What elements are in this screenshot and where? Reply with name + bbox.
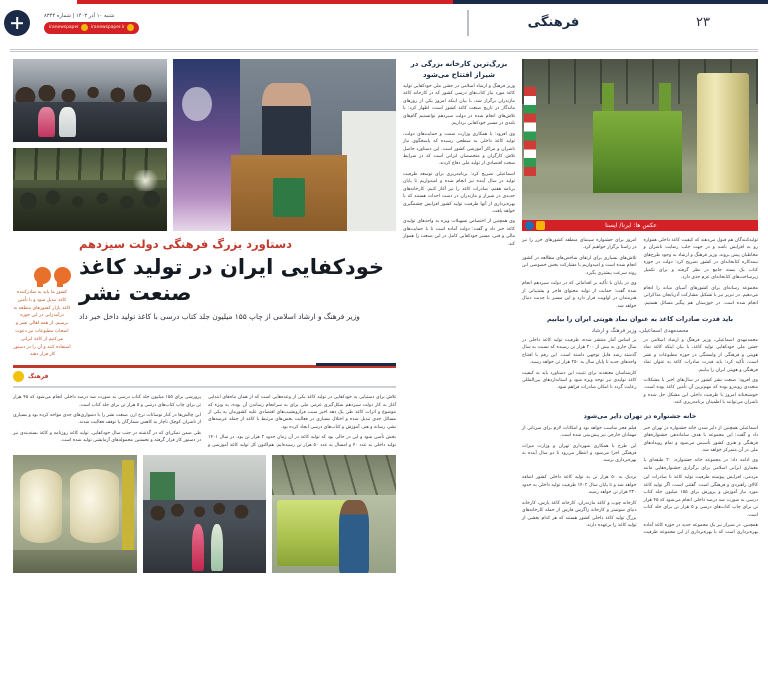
paper-mill-interior-photo	[522, 59, 758, 231]
paragraph: همچنین، در شیراز نیز یک مجموعه جدید در حوزه کاغذ آماده بهره‌برداری است که با بهره‌برداری از این مجموعه ظرفیت نزدیک به ۵۰ هزار تن به تولید کاغذ داخلی کشور اضافه خواهد شد و تا پایان سال ۱۴۰۲ ظرفیت تولید داخلی به حدود ۲۳۰ هزار تن خواهد رسید.	[522, 475, 758, 536]
paragraph: اسماعیلی همچنین از دایر شدن خانه جشنواره در تهران خبر داد و گفت: این مجموعه با هدف ساماندهی جشنواره‌های فرهنگی و هنری کشور تأسیس می‌شود و تمام رویدادهای ملی در آن متمرکز خواهد شد.	[643, 425, 758, 454]
photo-credit-caption: عکس ها: ایرنا/ ایسنا	[522, 220, 758, 231]
child-green-outfit	[211, 524, 223, 571]
headline-underline-rule	[13, 365, 396, 368]
section-tag-row	[13, 368, 396, 382]
center-column-kicker: بزرگ‌ترین کارخانه بزرگی در شیراز افتتاح می‌شود	[410, 60, 508, 79]
child-pink-dress	[38, 107, 55, 137]
paragraph: کارشناسان معتقدند برای تثبیت این دستاورد باید به کیفیت کاغذ تولیدی نیز توجه ویژه شود و استانداردهای بین‌المللی رعایت گردد تا امکان صادرات فراهم شود.	[522, 370, 637, 391]
caption-icon-group	[525, 221, 545, 230]
paragraph: این چالش‌ها در کنار نوسانات نرخ ارز، صنعت نشر را با دشواری‌های جدی مواجه کرده بود و بسیاری از ناشران کوچک ناچار به کاهش شمارگان یا توقف فعالیت شدند.	[13, 413, 201, 426]
quote-mark-dot-1	[54, 267, 71, 284]
issue-date-line	[44, 13, 114, 19]
page-number: ۲۳	[696, 15, 710, 30]
issue-date-text: شنبه ۱۰ آذر ۱۴۰۳ | شماره ۸۳۴۴	[44, 12, 115, 19]
iran-flag-banner	[524, 87, 536, 176]
header-top-rule	[0, 0, 768, 4]
agency-icon	[525, 221, 534, 230]
social-item-instagram[interactable]	[91, 24, 134, 31]
paragraph: وی ادامه داد: در مجموعه خانه جشنواره، ۲۰ طبقه‌ای با معماری ایرانی اسلامی برای برگزاری جشنواره‌هایی مانند فیلم فجر مناسب خواهد بود و امکانات لازم برای میزبانی از مهمانان خارجی نیز پیش‌بینی شده است.	[522, 425, 758, 471]
paragraph: وی افزود: صنعت نشر کشور در سال‌های اخیر با مشکلات متعددی روبه‌رو بوده که مهم‌ترین آن تأمین کاغذ بوده است. خوشبختانه امروز با ظرفیت داخلی این مشکل حل شده و ناشران می‌توانند با اطمینان برنامه‌ریزی کنند.	[643, 378, 758, 406]
machine-frame	[122, 460, 134, 550]
section-title: فرهنگی	[468, 10, 638, 36]
paragraph: وزیر فرهنگ و ارشاد اسلامی در جشن ملی خودکفایی تولید کاغذ مورد نیاز کتاب‌های درسی کشور که در کارخانه کاغذ مازندران برگزار شد، با بیان اینکه امروز یکی از روزهای ماندگار در تاریخ صنعت کاغذ کشور است، اظهار کرد: با تلاش‌های انجام شده در دولت سیزدهم توانستیم گام‌های بلندی در مسیر خودکفایی برداریم.	[403, 84, 515, 127]
left-mid-text-2	[522, 425, 758, 473]
page-header	[0, 0, 768, 46]
header-meta	[38, 13, 139, 34]
left-intro-text	[522, 237, 758, 310]
social-handle-instagram: iranewspaper.ir	[90, 25, 125, 30]
quote-mark-dot-2	[34, 267, 51, 284]
speaker-figure	[262, 83, 311, 166]
header-spacer	[139, 10, 468, 36]
paragraph: طی ضمن تمکن‌ای که در گذشته در جنب سال خودکفایی، تولید کاغذ روزنامه و کاغذ بسته‌بندی نیز در دستور کار قرار گرفته و نخستین محموله‌های آزمایشی تولید شده است.	[13, 430, 201, 444]
left-column	[522, 59, 758, 672]
paragraph: وی افزود: با همکاری وزارت صمت و حمایت‌های دولت، تولید کاغذ داخلی به سطحی رسیده که پاسخگوی نیاز ناشران و مراکز آموزشی کشور است. این دستاورد حاصل تلاش کارگران و متخصصان ایرانی است که در شرایط سخت اقتصادی از تولید ملی دفاع کردند.	[403, 131, 515, 167]
headline-title-line-2: صنعت نشر	[79, 281, 192, 306]
roll-conveyor-base	[13, 550, 137, 574]
paragraph: تلاش‌های بسیاری برای ارتقای شاخص‌های مطالعه در کشور انجام شده است و امیدواریم با مشارکت بخش خصوصی این روند سرعت بیشتری بگیرد.	[522, 255, 637, 276]
paragraph: وی در پایان با تأکید بر اقداماتی که در دولت سیزدهم انجام شده گفت: حمایت از تولید محتوای فاخر و پشتیبانی از هنرمندان در اولویت قرار دارد و این مسیر با جدیت دنبال خواهد شد.	[522, 281, 637, 309]
delegation-walking-photo	[143, 455, 267, 573]
section-tag-label: فرهنگ	[28, 373, 49, 381]
camera-icon	[536, 221, 545, 230]
paper-roll-left	[20, 469, 62, 542]
left-bottom-text	[522, 474, 758, 537]
center-column	[403, 59, 515, 672]
wooden-podium	[231, 155, 347, 231]
social-handle-telegram: iranewspaper	[49, 25, 79, 30]
minister-speech-podium-photo	[173, 59, 396, 231]
paragraph: مجموعه رسانه‌ای برای کشورهای آسیای میانه را انجام می‌دهیم. در تبریز نیز با تشکیل مشارکت آذربایجان مذاکراتی انجام شده است. در خوزستان هم پیگیر مسائل هستیم. امروز برای جشنواره سینمای منطقه کشورهای خزر را نیز در راستا برگزار خواهیم کرد.	[522, 238, 758, 306]
worker-operating-machine-photo	[272, 455, 396, 573]
paragraph: بخش تأمین شود و این در حالی بود که تولید کاغذ در آن زمان حدود ۲ هزار تن بود. در سال ۱۴۰۱ تولید داخلی به عدد ۴۰ و امسال به عدد ۵۰ هزار تن رسیده‌ایم. هم‌اکنون کل تولید کاغذ آموزشی و پرورشی برای ۱۵۵ میلیون جلد کتاب درسی به صورت صد درصد داخلی انجام می‌شود که ۴۵ هزار تن برای چاپ کتاب‌های درسی و ۵ هزار تن برای جلد کتاب است.	[13, 395, 397, 448]
rule-segment-blank	[0, 0, 77, 4]
center-column-text	[403, 83, 515, 251]
left-subhead-1: باید قدرت صادرات کاغذ به عنوان نماد هویتی ایران را بیابیم	[546, 314, 734, 323]
audience-seating	[13, 188, 167, 231]
right-body-text	[13, 394, 396, 449]
pull-quote-text: کشور ما باید به صادرکننده کاغذ تبدیل شود و با تأمین کاغذ بازار کشورهای منطقه به درآمدزایی در این حوزه برسیم. از همه اهالی نشر و اصحاب مطبوعات نیز دعوت می‌کنیم از کاغذ ایرانی استفاده کنند و آن را در دستور کار قرار دهند.	[13, 290, 71, 358]
right-photo-stack	[13, 59, 167, 231]
left-subhead-2: خانه جشنواره در تهران دایر می‌شود	[583, 411, 697, 420]
walking-group	[143, 500, 267, 573]
plus-icon[interactable]	[4, 10, 30, 36]
left-byline-1: محمدمهدی اسماعیلی، وزیر فرهنگ و ارشاد	[591, 327, 689, 334]
rule-segment-navy	[453, 0, 768, 4]
child-white-dress	[59, 107, 76, 137]
headline-kicker: دستاورد بزرگ فرهنگی دولت سیزدهم	[79, 237, 293, 251]
paragraph: کارخانه چوب و کاغذ مازندران، کارخانه کاغذ پارس، کارخانه دنیای شوشتر و کارخانه زاگرس فارس از جمله کارخانه‌های بزرگ تولید کاغذ داخلی کشور هستند که هر کدام بخشی از تولید کاغذ را برعهده دارند.	[522, 500, 637, 528]
rule-segment-red	[77, 0, 453, 4]
paragraph: محمدمهدی اسماعیلی، وزیر فرهنگ و ارشاد اسلامی در جشن ملی خودکفایی تولید کاغذ، با بیان اینکه کاغذ نماد هویتی و فرهنگی از وابستگی در حوزه مطبوعات و نشر است، تأکید کرد: باید قدرت صادرات کاغذ به عنوان نماد فرهنگی و هویتی ایران را بیابیم.	[643, 337, 758, 373]
left-mid-text	[522, 337, 758, 407]
paragraph: بر اساس آمار منتشر شده، ظرفیت تولید کاغذ داخلی در سال جاری به بیش از ۲۰۰ هزار تن رسیده که نسبت به سال گذشته رشد قابل توجهی داشته است. این رقم با افتتاح واحدهای جدید تا پایان سال به ۲۵۰ هزار تن خواهد رسید.	[522, 337, 637, 366]
main-headline-block	[13, 231, 396, 359]
bottom-photo-row	[13, 455, 396, 573]
telegram-icon	[81, 24, 88, 31]
paragraph: مردمی، افزایش پیوسته ظرفیت تولید کاغذ تا صادرات این کالای راهبردی و فرهنگی است. گفتنی است، اگر تولید کاغذ مورد نیاز آموزش و پرورش برای ۱۵۵ میلیون جلد کتاب درسی به صورت صد درصد داخلی انجام می‌شود که ۴۵ هزار تن برای چاپ کتاب‌های درسی و ۵ هزار تن برای جلد کتاب است.	[643, 475, 758, 518]
event-backdrop-banner	[173, 59, 240, 231]
officials-delegation-photo	[13, 59, 167, 142]
worker-figure	[339, 500, 369, 573]
child-pink-outfit	[192, 524, 204, 571]
paper-rolls-photo	[13, 455, 137, 573]
paragraph: این طرح با همکاری شهرداری تهران و وزارت میراث فرهنگی اجرا می‌شود و انتظار می‌رود تا دو سال آینده به بهره‌برداری برسد.	[522, 443, 637, 464]
quote-mark-icon	[13, 267, 71, 284]
top-photo-cluster	[13, 59, 396, 231]
auditorium-audience-photo	[13, 148, 167, 231]
right-column	[13, 59, 396, 672]
stage-light-glow	[130, 170, 161, 192]
tag-divider-rule	[13, 386, 396, 388]
pull-quote-block	[13, 237, 71, 359]
headline-subtitle: وزیر فرهنگ و ارشاد اسلامی از چاپ ۱۵۵ میلیون جلد کتاب درسی با کاغذ تولید داخل خبر داد	[79, 312, 360, 322]
crowd-suits	[13, 102, 167, 142]
paragraph: تلاش برای دستیابی به خودکفایی در تولید کاغذ یکی از وعده‌هایی است که از همان ماه‌های ابتدایی آغاز به کار دولت سیزدهم شکل‌گیری عزمی ملی برای به سرانجام رساندن آن بوده، به ویژه که موضوع و اثرات کاغذ طی یک دهه اخیر سبب فرازونشیب‌های اقتصادی علیه کشورمان به یکی از مسائل جدی تبدیل شده و اختلال بسیاری در فعالیت بخش‌های مرتبط با کاغذ از جمله عرصه‌های نشر، رسانه و هنر، آموزش و کتاب‌های درسی ایجاد کرده بود.	[208, 395, 396, 430]
paragraph: وی همچنین از اختصاص تسهیلات ویژه به واحدهای تولیدی کاغذ خبر داد و گفت: دولت آماده است تا با حمایت‌های مالی و فنی، مسیر خودکفایی کامل در این صنعت را هموار کند.	[403, 219, 515, 247]
social-item-telegram[interactable]	[49, 24, 88, 31]
instagram-icon	[127, 24, 134, 31]
headline-title-line-1: خودکفایی ایران در تولید کاغذ	[79, 255, 385, 279]
hall-wall	[342, 111, 396, 231]
social-handles-bar[interactable]	[44, 22, 139, 34]
section-tag-dot-icon	[13, 371, 24, 382]
paragraph: اسماعیلی تصریح کرد: برنامه‌ریزی برای توسعه ظرفیت تولید در سال آینده نیز انجام شده و امیدواریم تا پایان برنامه هفتم، صادرات کاغذ را نیز آغاز کنیم. کارخانه‌های جدیدی در شیراز و مازندران در دست احداث هستند که با بهره‌برداری از آنها ظرفیت تولید کشور افزایش چشمگیری خواهد یافت.	[403, 171, 515, 214]
paper-roll-right	[70, 469, 119, 542]
paper-machine	[593, 111, 683, 200]
paragraph: تولیدکنندگان هم قبول می‌دهند که کیفیت کاغذ داخلی همواره رو به افزایش باشد و در جهت جلب رضایت ناشران و مخاطبان پیش بروند. وزیر فرهنگ و ارشاد به وجود طرح‌های نیمه‌کاره کتابخانه‌ای در کشور تصریح کرد: دولت در حوزه کتاب یک بسته جامع در نظر گرفته و برای تکمیل زیرساخت‌های کتابخانه‌ای عزم جدی دارد.	[643, 238, 758, 281]
overhead-rigging	[272, 455, 396, 495]
page-content	[0, 52, 768, 672]
